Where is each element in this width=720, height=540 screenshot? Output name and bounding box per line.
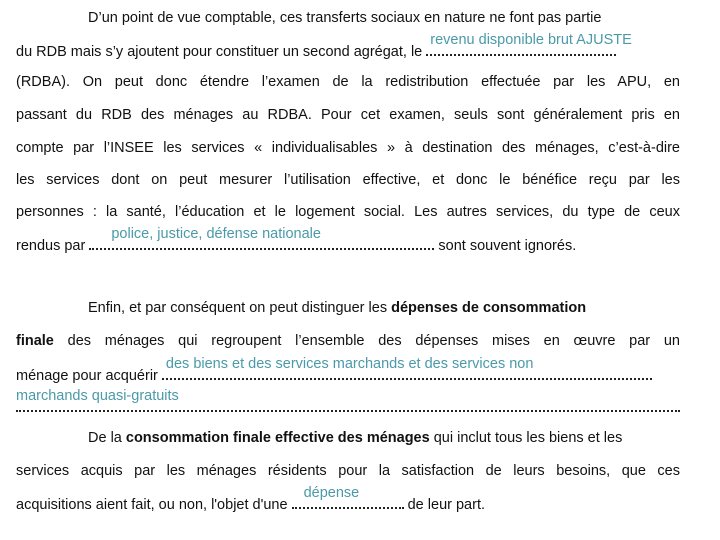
text-line bbox=[88, 428, 622, 448]
text: du RDB mais s’y ajoutent pour constituer un second agrégat, le bbox=[16, 44, 427, 60]
text: ménage pour acquérir bbox=[16, 368, 162, 384]
bold-term: consommation finale effective des ménages bbox=[125, 430, 430, 446]
answer: dépense bbox=[303, 485, 360, 501]
text-line: passant du RDB des ménages au RDBA. Pour cet examen, seuls sont généralement pris en bbox=[16, 107, 680, 123]
bold-term: finale bbox=[16, 333, 54, 349]
text-line bbox=[16, 32, 680, 62]
text: De la bbox=[88, 430, 126, 446]
text-line bbox=[16, 356, 680, 386]
text: sont souvent ignorés. bbox=[434, 238, 577, 254]
text: des ménages qui regroupent l’ensemble des dépenses mises en œuvre par un bbox=[53, 333, 680, 349]
text-line bbox=[16, 331, 680, 351]
bold-term: dépenses de consommation bbox=[391, 300, 587, 316]
text: Enfin, et par conséquent on peut distinguer les bbox=[88, 300, 392, 316]
text-line: les services dont on peut mesurer l’utilisation effective, et donc le bénéfice reçu par les bbox=[16, 172, 680, 188]
text: de leur part. bbox=[403, 497, 486, 513]
answer: police, justice, défense nationale bbox=[111, 226, 321, 242]
text-line: services acquis par les ménages résidents pour la satisfaction de leurs besoins, que ces bbox=[16, 463, 680, 479]
text-line bbox=[16, 388, 680, 418]
answer: revenu disponible brut AJUSTE bbox=[430, 32, 632, 48]
fill-blank[interactable] bbox=[426, 32, 632, 56]
answer: marchands quasi-gratuits bbox=[16, 388, 179, 404]
text-line: (RDBA). On peut donc étendre l’examen de la redistribution effectuée par les APU, en bbox=[16, 74, 680, 90]
text: acquisitions aient fait, ou non, l'objet d'une bbox=[16, 497, 292, 513]
answer: des biens et des services marchands et des services non bbox=[165, 356, 534, 372]
text-line: compte par l’INSEE les services « individualisables » à destination des ménages, c’est-à-dire bbox=[16, 140, 680, 156]
fill-blank[interactable] bbox=[162, 356, 652, 380]
text-line: personnes : la santé, l’éducation et le logement social. Les autres services, du type de ceux bbox=[16, 204, 680, 220]
fill-blank[interactable] bbox=[89, 226, 434, 250]
text-line bbox=[16, 485, 680, 515]
text: qui inclut tous les biens et les bbox=[429, 430, 623, 446]
text-line: D’un point de vue comptable, ces transferts sociaux en nature ne font pas partie bbox=[88, 10, 602, 26]
fill-blank[interactable] bbox=[16, 388, 680, 412]
fill-blank[interactable] bbox=[292, 485, 404, 509]
text-line bbox=[16, 226, 680, 256]
text: rendus par bbox=[16, 238, 90, 254]
text-line bbox=[88, 298, 586, 318]
